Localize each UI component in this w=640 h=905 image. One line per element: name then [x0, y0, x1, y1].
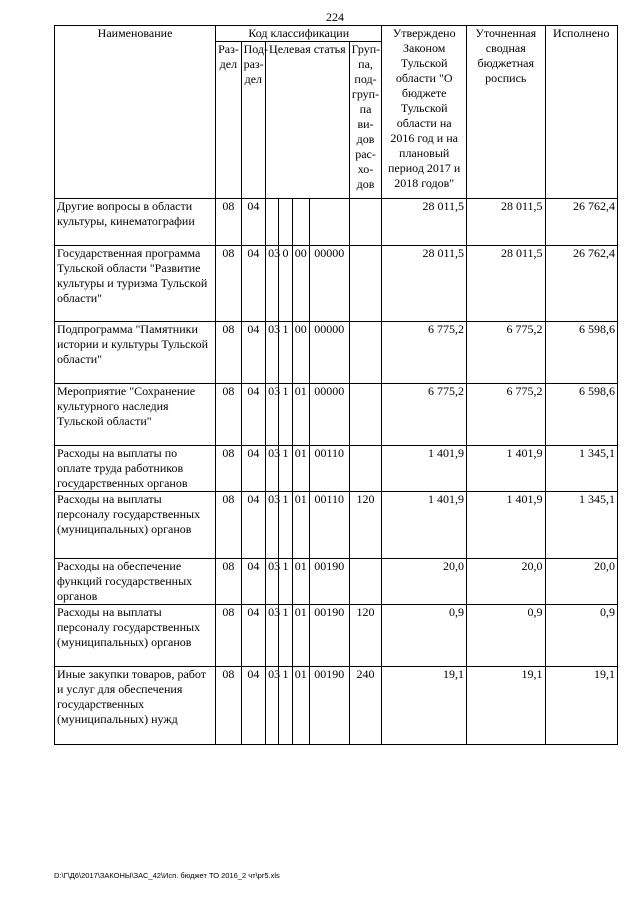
row-refined: 28 011,5 — [467, 246, 546, 322]
row-target-part-2: 0 — [279, 246, 292, 322]
table-row — [55, 384, 618, 446]
row-name: Мероприятие "Сохранение культурного наследия Тульской области" — [55, 384, 216, 446]
row-name: Иные закупки товаров, работ и услуг для обеспечения государственных (муниципальных) нужд — [55, 667, 216, 745]
row-name: Подпрограмма "Памятники истории и культуры Тульской области" — [55, 322, 216, 384]
row-razdel: 08 — [216, 246, 241, 322]
row-razdel: 08 — [216, 492, 241, 559]
row-expense-group — [349, 559, 382, 605]
row-target-part-3: 01 — [292, 492, 309, 559]
row-target-part-4: 00000 — [309, 322, 349, 384]
header-section: Раз-дел — [216, 42, 241, 199]
row-expense-group: 120 — [349, 605, 382, 667]
row-approved: 28 011,5 — [382, 246, 467, 322]
row-target-part-4: 00110 — [309, 446, 349, 492]
row-expense-group: 240 — [349, 667, 382, 745]
row-target-part-2: 1 — [279, 605, 292, 667]
header-name: Наименование — [55, 26, 216, 199]
row-executed: 0,9 — [545, 605, 617, 667]
row-target-part-3: 01 — [292, 667, 309, 745]
row-razdel: 08 — [216, 605, 241, 667]
row-podrazdel: 04 — [241, 605, 265, 667]
row-target-part-2 — [279, 199, 292, 246]
row-executed: 19,1 — [545, 667, 617, 745]
file-path: D:\Г\Д6\2017\ЗАКОНЫ\ЗАС_42\Исп. бюджет ТО 2016_2 чт\pr5.xls — [54, 871, 280, 880]
table-row — [55, 667, 618, 745]
row-podrazdel: 04 — [241, 667, 265, 745]
row-target-part-2: 1 — [279, 492, 292, 559]
row-approved: 1 401,9 — [382, 446, 467, 492]
row-approved: 1 401,9 — [382, 492, 467, 559]
table-row — [55, 246, 618, 322]
row-approved: 6 775,2 — [382, 322, 467, 384]
row-target-part-1: 03 — [266, 492, 279, 559]
row-target-part-3 — [292, 199, 309, 246]
table-row — [55, 199, 618, 246]
row-podrazdel: 04 — [241, 199, 265, 246]
row-target-part-2: 1 — [279, 559, 292, 605]
row-refined: 1 401,9 — [467, 492, 546, 559]
header-approved: Утверждено Законом Тульской области "О бюджете Тульской области на 2016 год и на плановый период 2017 и 2018 годов" — [382, 26, 467, 199]
row-target-part-4: 00190 — [309, 559, 349, 605]
row-executed: 6 598,6 — [545, 384, 617, 446]
row-refined: 19,1 — [467, 667, 546, 745]
row-expense-group — [349, 246, 382, 322]
row-razdel: 08 — [216, 384, 241, 446]
row-approved: 28 011,5 — [382, 199, 467, 246]
row-target-part-2: 1 — [279, 667, 292, 745]
row-target-part-1: 03 — [266, 384, 279, 446]
row-razdel: 08 — [216, 446, 241, 492]
budget-table — [54, 25, 618, 745]
row-razdel: 08 — [216, 667, 241, 745]
row-target-part-2: 1 — [279, 384, 292, 446]
row-approved: 6 775,2 — [382, 384, 467, 446]
row-refined: 6 775,2 — [467, 384, 546, 446]
row-name: Расходы на выплаты по оплате труда работников государственных органов — [55, 446, 216, 492]
row-razdel: 08 — [216, 199, 241, 246]
row-target-part-3: 00 — [292, 246, 309, 322]
row-target-part-4: 00000 — [309, 384, 349, 446]
header-executed: Исполнено — [545, 26, 617, 199]
row-refined: 0,9 — [467, 605, 546, 667]
row-name: Другие вопросы в области культуры, кинематографии — [55, 199, 216, 246]
header-expense-group: Груп-па, под-груп-па ви-дов рас-хо-дов — [349, 42, 382, 199]
row-approved: 19,1 — [382, 667, 467, 745]
row-podrazdel: 04 — [241, 322, 265, 384]
table-row — [55, 605, 618, 667]
row-podrazdel: 04 — [241, 559, 265, 605]
row-target-part-3: 01 — [292, 559, 309, 605]
row-podrazdel: 04 — [241, 492, 265, 559]
page-number: 224 — [326, 10, 344, 24]
row-refined: 20,0 — [467, 559, 546, 605]
row-refined: 28 011,5 — [467, 199, 546, 246]
row-target-part-1: 03 — [266, 667, 279, 745]
row-expense-group — [349, 322, 382, 384]
row-target-part-4: 00190 — [309, 605, 349, 667]
row-target-part-3: 01 — [292, 384, 309, 446]
row-executed: 20,0 — [545, 559, 617, 605]
row-target-part-3: 00 — [292, 322, 309, 384]
row-executed: 26 762,4 — [545, 199, 617, 246]
row-expense-group — [349, 446, 382, 492]
row-target-part-1: 03 — [266, 605, 279, 667]
row-target-part-3: 01 — [292, 446, 309, 492]
row-target-part-4: 00110 — [309, 492, 349, 559]
table-row — [55, 559, 618, 605]
table-row — [55, 492, 618, 559]
row-target-part-1: 03 — [266, 246, 279, 322]
row-target-part-2: 1 — [279, 322, 292, 384]
row-target-part-2: 1 — [279, 446, 292, 492]
row-refined: 1 401,9 — [467, 446, 546, 492]
row-target-part-4 — [309, 199, 349, 246]
row-razdel: 08 — [216, 559, 241, 605]
row-approved: 0,9 — [382, 605, 467, 667]
row-target-part-4: 00000 — [309, 246, 349, 322]
row-name: Государственная программа Тульской области "Развитие культуры и туризма Тульской области" — [55, 246, 216, 322]
row-target-part-1 — [266, 199, 279, 246]
row-name: Расходы на выплаты персоналу государственных (муниципальных) органов — [55, 605, 216, 667]
row-podrazdel: 04 — [241, 384, 265, 446]
row-approved: 20,0 — [382, 559, 467, 605]
row-expense-group: 120 — [349, 492, 382, 559]
row-razdel: 08 — [216, 322, 241, 384]
table-row — [55, 446, 618, 492]
row-target-part-3: 01 — [292, 605, 309, 667]
row-refined: 6 775,2 — [467, 322, 546, 384]
header-subsection: Под-раз-дел — [241, 42, 265, 199]
row-target-part-1: 03 — [266, 446, 279, 492]
row-name: Расходы на выплаты персоналу государственных (муниципальных) органов — [55, 492, 216, 559]
row-target-part-1: 03 — [266, 559, 279, 605]
row-expense-group — [349, 199, 382, 246]
row-executed: 1 345,1 — [545, 446, 617, 492]
row-expense-group — [349, 384, 382, 446]
header-refined: Уточненная сводная бюджетная роспись — [467, 26, 546, 199]
header-target-article: Целевая статья — [266, 42, 350, 199]
row-target-part-1: 03 — [266, 322, 279, 384]
row-podrazdel: 04 — [241, 446, 265, 492]
row-podrazdel: 04 — [241, 246, 265, 322]
row-target-part-4: 00190 — [309, 667, 349, 745]
row-executed: 26 762,4 — [545, 246, 617, 322]
row-name: Расходы на обеспечение функций государственных органов — [55, 559, 216, 605]
table-row — [55, 322, 618, 384]
row-executed: 6 598,6 — [545, 322, 617, 384]
header-code-group: Код классификации — [216, 26, 382, 42]
row-executed: 1 345,1 — [545, 492, 617, 559]
